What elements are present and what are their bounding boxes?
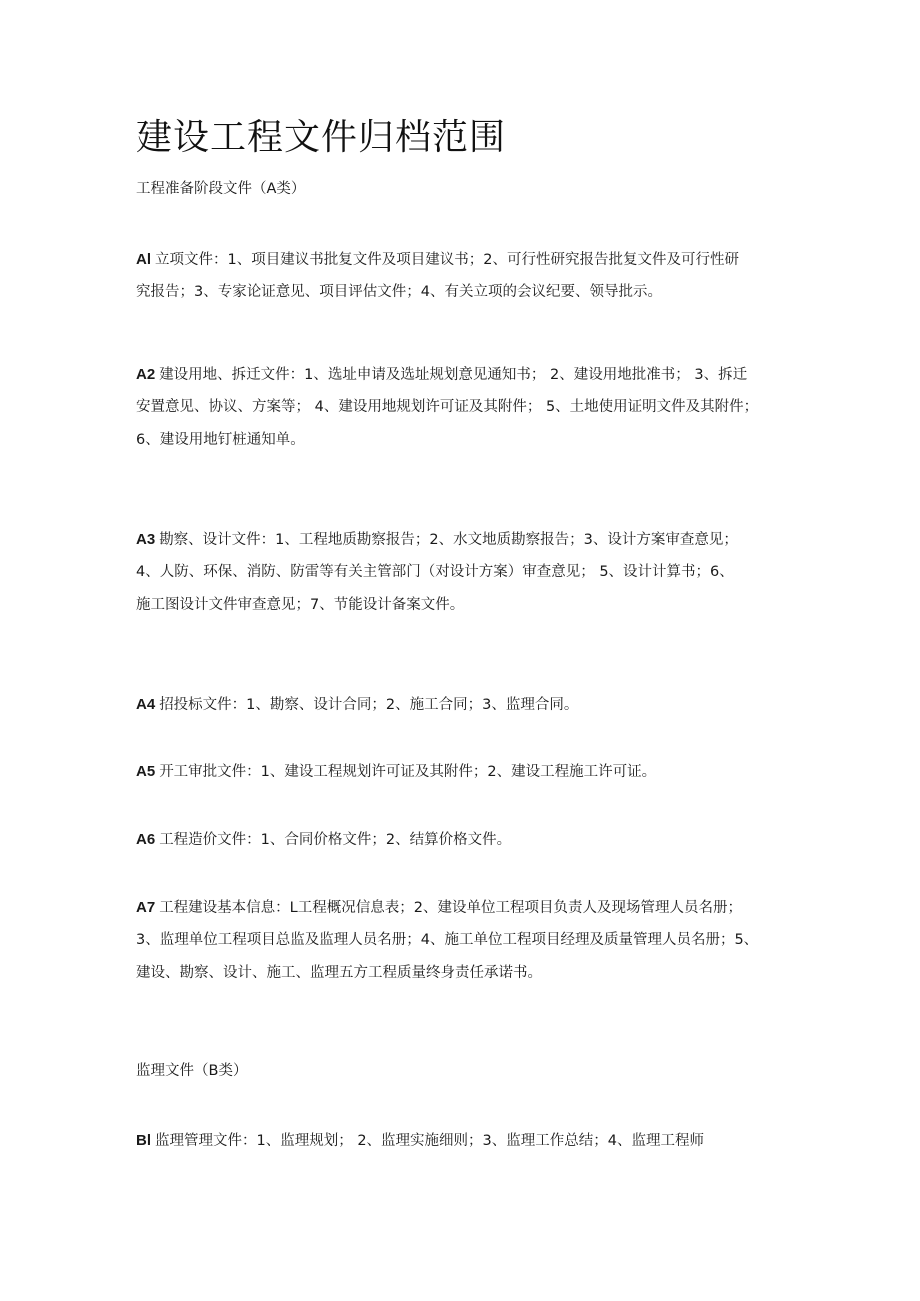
entry-line: 究报告；3、专家论证意见、项目评估文件；4、有关立项的会议纪要、领导批示。 (136, 284, 662, 300)
entry-code: A3 (136, 531, 156, 548)
entry-a7 (136, 891, 796, 990)
entry-code: A6 (136, 831, 156, 848)
entry-line (136, 688, 796, 721)
entry-line (136, 243, 796, 276)
entry-line: 4、人防、环保、消防、防雷等有关主管部门（对设计方案）审查意见； 5、设计计算书；6、 (136, 564, 734, 580)
entry-code: A4 (136, 696, 156, 713)
entry-line: 6、建设用地钉桩通知单。 (136, 432, 305, 448)
entry-line: 施工图设计文件审查意见；7、节能设计备案文件。 (136, 597, 465, 613)
entry-code: Al (136, 251, 151, 268)
entry-a1 (136, 243, 796, 309)
entry-code: A7 (136, 899, 156, 916)
entry-line: 安置意见、协议、方案等； 4、建设用地规划许可证及其附件； 5、土地使用证明文件及其附件； (136, 399, 759, 415)
entry-text: 建设用地、拆迁文件：1、选址申请及选址规划意见通知书； 2、建设用地批准书； 3、拆迁 (159, 367, 748, 383)
entry-text: 监理管理文件：1、监理规划； 2、监理实施细则；3、监理工作总结；4、监理工程师 (155, 1133, 705, 1149)
entry-line: 3、监理单位工程项目总监及监理人员名册；4、施工单位工程项目经理及质量管理人员名册；5、 (136, 932, 759, 948)
section-a-heading: 工程准备阶段文件（A类） (136, 181, 306, 197)
entry-b1 (136, 1124, 796, 1157)
entry-text: 开工审批文件：1、建设工程规划许可证及其附件；2、建设工程施工许可证。 (159, 764, 657, 780)
entry-line (136, 755, 796, 788)
entry-line: 建设、勘察、设计、施工、监理五方工程质量终身责任承诺书。 (136, 965, 542, 981)
entry-a4 (136, 688, 796, 721)
entry-line (136, 823, 796, 856)
entry-line (136, 358, 796, 391)
entry-a6 (136, 823, 796, 856)
entry-text: 工程造价文件：1、合同价格文件；2、结算价格文件。 (159, 832, 512, 848)
entry-code: A2 (136, 366, 156, 383)
entry-a2 (136, 358, 796, 457)
entry-text: 招投标文件：1、勘察、设计合同；2、施工合同；3、监理合同。 (159, 697, 579, 713)
entry-text: 勘察、设计文件：1、工程地质勘察报告；2、水文地质勘察报告；3、设计方案审查意见； (159, 532, 738, 548)
entry-line (136, 1124, 796, 1157)
entry-code: Bl (136, 1132, 151, 1149)
entry-line (136, 891, 796, 924)
document-title: 建设工程文件归档范围 (136, 117, 507, 158)
entry-code: A5 (136, 763, 156, 780)
entry-text: 工程建设基本信息：L工程概况信息表；2、建设单位工程项目负责人及现场管理人员名册； (159, 900, 742, 916)
entry-a3 (136, 523, 796, 622)
entry-text: 立项文件：1、项目建议书批复文件及项目建议书；2、可行性研究报告批复文件及可行性研 (155, 252, 739, 268)
section-b-heading: 监理文件（B类） (136, 1063, 248, 1079)
entry-line (136, 523, 796, 556)
entry-a5 (136, 755, 796, 788)
